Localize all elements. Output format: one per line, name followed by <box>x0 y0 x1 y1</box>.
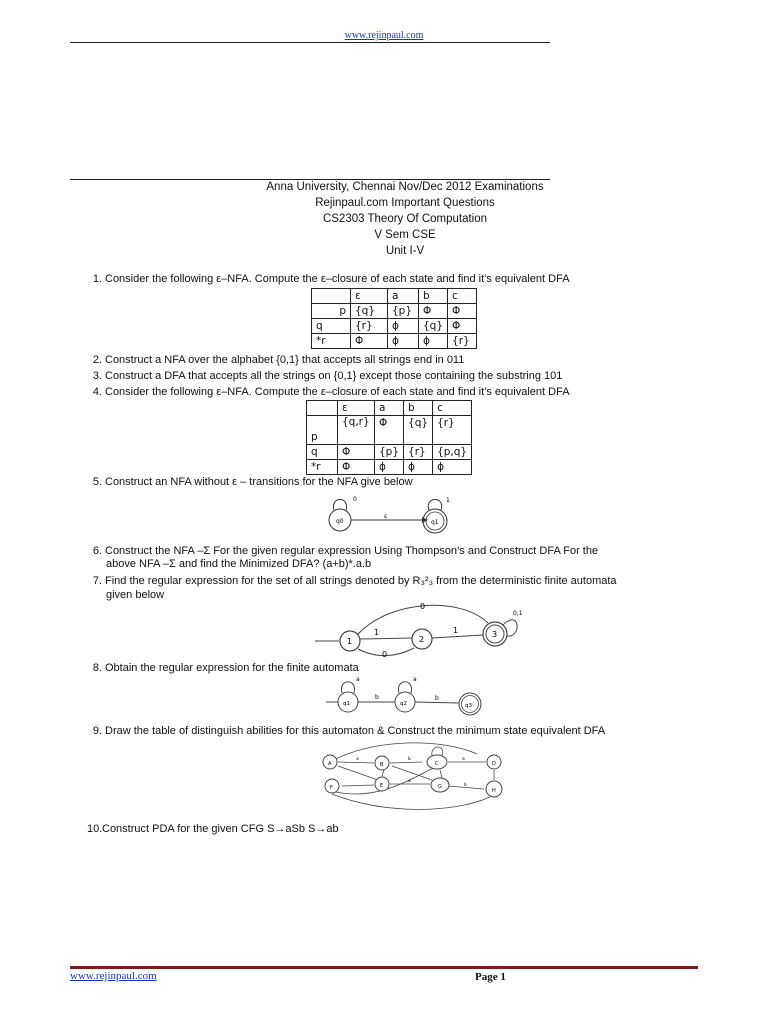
edge-label-epsilon: ε <box>384 513 388 520</box>
edge-C-G <box>440 770 442 778</box>
question-5: 5. Construct an NFA without ε – transitions for the NFA give below <box>92 476 413 488</box>
enfa-table-1: ε a b c p {q} {p} Φ Φ q {r} ϕ {q} Φ *r Φ ϕ ϕ {r} <box>311 288 477 349</box>
label-state-B: B <box>380 762 384 768</box>
edge-arrow <box>422 517 428 523</box>
question-4: 4. Consider the following ε–NFA. Compute the ε–closure of each state and find it’s equivalent DFA <box>92 386 570 398</box>
nfa-diagram-q5 <box>320 492 470 538</box>
footer-site-link[interactable]: www.rejinpaul.com <box>70 970 157 982</box>
edge-q2-q3 <box>415 702 459 703</box>
edge-B-E <box>382 770 384 776</box>
enfa-table-2: ε a b c p {q,r} Φ {q} {r} q Φ {p} {r} {p,q} *r Φ ϕ ϕ ϕ <box>306 400 472 475</box>
title-source: Rejinpaul.com Important Questions <box>315 197 495 209</box>
edge-label-1-2: 1 <box>374 628 380 637</box>
document-title <box>200 179 610 259</box>
edge-label-a-2: a <box>462 757 465 762</box>
question-3: 3. Construct a DFA that accepts all the strings on {0,1} except those containing the substring 101 <box>92 370 563 382</box>
label-q1: q1 <box>343 701 350 707</box>
edge-A-E <box>338 766 378 780</box>
label-state-F: F <box>330 785 333 791</box>
edge-label-a: a <box>356 757 359 762</box>
edge-1-2 <box>360 638 412 639</box>
edge-F-E <box>342 785 374 786</box>
loop-label-q2: a <box>413 676 417 683</box>
label-q0: q0 <box>336 518 344 525</box>
loop-label-q1: a <box>356 676 360 683</box>
edge-A-B <box>338 762 374 763</box>
loop-q1 <box>341 682 354 693</box>
label-q2: q2 <box>400 701 407 707</box>
label-state-G: G <box>438 784 442 790</box>
question-2: 2. Construct a NFA over the alphabet {0,1} that accepts all strings end in 011 <box>92 354 465 366</box>
label-state-2: 2 <box>419 635 425 644</box>
header-site-link[interactable]: www.rejinpaul.com <box>344 30 424 41</box>
question-10: 10.Construct PDA for the given CFG S→aSb S→ab <box>87 823 339 835</box>
label-state-1: 1 <box>347 637 353 646</box>
loop-q0 <box>333 500 346 511</box>
title-course: CS2303 Theory Of Computation <box>322 213 488 225</box>
question-8: 8. Obtain the regular expression for the finite automata <box>92 662 359 674</box>
question-6: 6. Construct the NFA –Σ For the given regular expression Using Thompson’s and Construct DFA For the <box>92 545 599 557</box>
edge-B-C <box>390 762 422 763</box>
loop-label-3: 0,1 <box>513 610 523 617</box>
edge-arc-bottom <box>332 794 490 809</box>
dfa-diagram-q7 <box>310 598 530 658</box>
edge-arc-top <box>330 743 477 762</box>
edge-label-2-1: 0 <box>382 650 388 658</box>
question-9: 9. Draw the table of distinguish abilities for this automaton & Construct the minimum state equivalent DFA <box>92 725 606 737</box>
label-q3: q3 <box>465 703 472 709</box>
edge-label-q2-q3: b <box>435 695 439 702</box>
question-7: 7. Find the regular expression for the set of all strings denoted by R₃²₃ from the deterministic finite automata <box>92 575 617 587</box>
edge-label-2-3: 1 <box>453 626 459 635</box>
label-state-E: E <box>380 783 384 789</box>
label-state-A: A <box>328 761 332 767</box>
title-semester: V Sem CSE <box>374 229 436 241</box>
label-q1: q1 <box>431 519 439 526</box>
label-state-C: C <box>435 761 439 767</box>
edge-2-3 <box>432 635 483 638</box>
loop-label-0: 0 <box>353 496 357 503</box>
dfa-diagram-q9 <box>312 742 520 810</box>
label-state-3: 3 <box>492 630 498 639</box>
edge-label-q1-q2: b <box>375 694 379 701</box>
header-rule <box>70 42 550 43</box>
question-6-continued: above NFA –Σ and find the Minimized DFA? (a+b)*.a.b <box>106 558 372 570</box>
loop-label-1: 1 <box>446 497 450 504</box>
label-state-H: H <box>492 788 496 794</box>
loop-q2 <box>398 682 411 693</box>
edge-label-top: 0 <box>420 602 426 611</box>
question-7-continued: given below <box>106 589 165 601</box>
edge-B-G <box>392 766 432 780</box>
edge-label-b: b <box>408 757 411 762</box>
edge-label-b-2: b <box>464 783 467 788</box>
edge-label-a-3: a <box>408 779 411 784</box>
page-number: Page 1 <box>475 971 506 983</box>
question-1: 1. Consider the following ε–NFA. Compute the ε–closure of each state and find it’s equivalent DFA <box>92 273 570 285</box>
title-units: Unit I-V <box>385 245 425 257</box>
fa-diagram-q8 <box>320 674 500 722</box>
loop-q1 <box>428 500 441 511</box>
title-exam: Anna University, Chennai Nov/Dec 2012 Examinations <box>266 181 544 193</box>
footer-rule <box>70 966 698 969</box>
label-state-D: D <box>492 761 496 767</box>
